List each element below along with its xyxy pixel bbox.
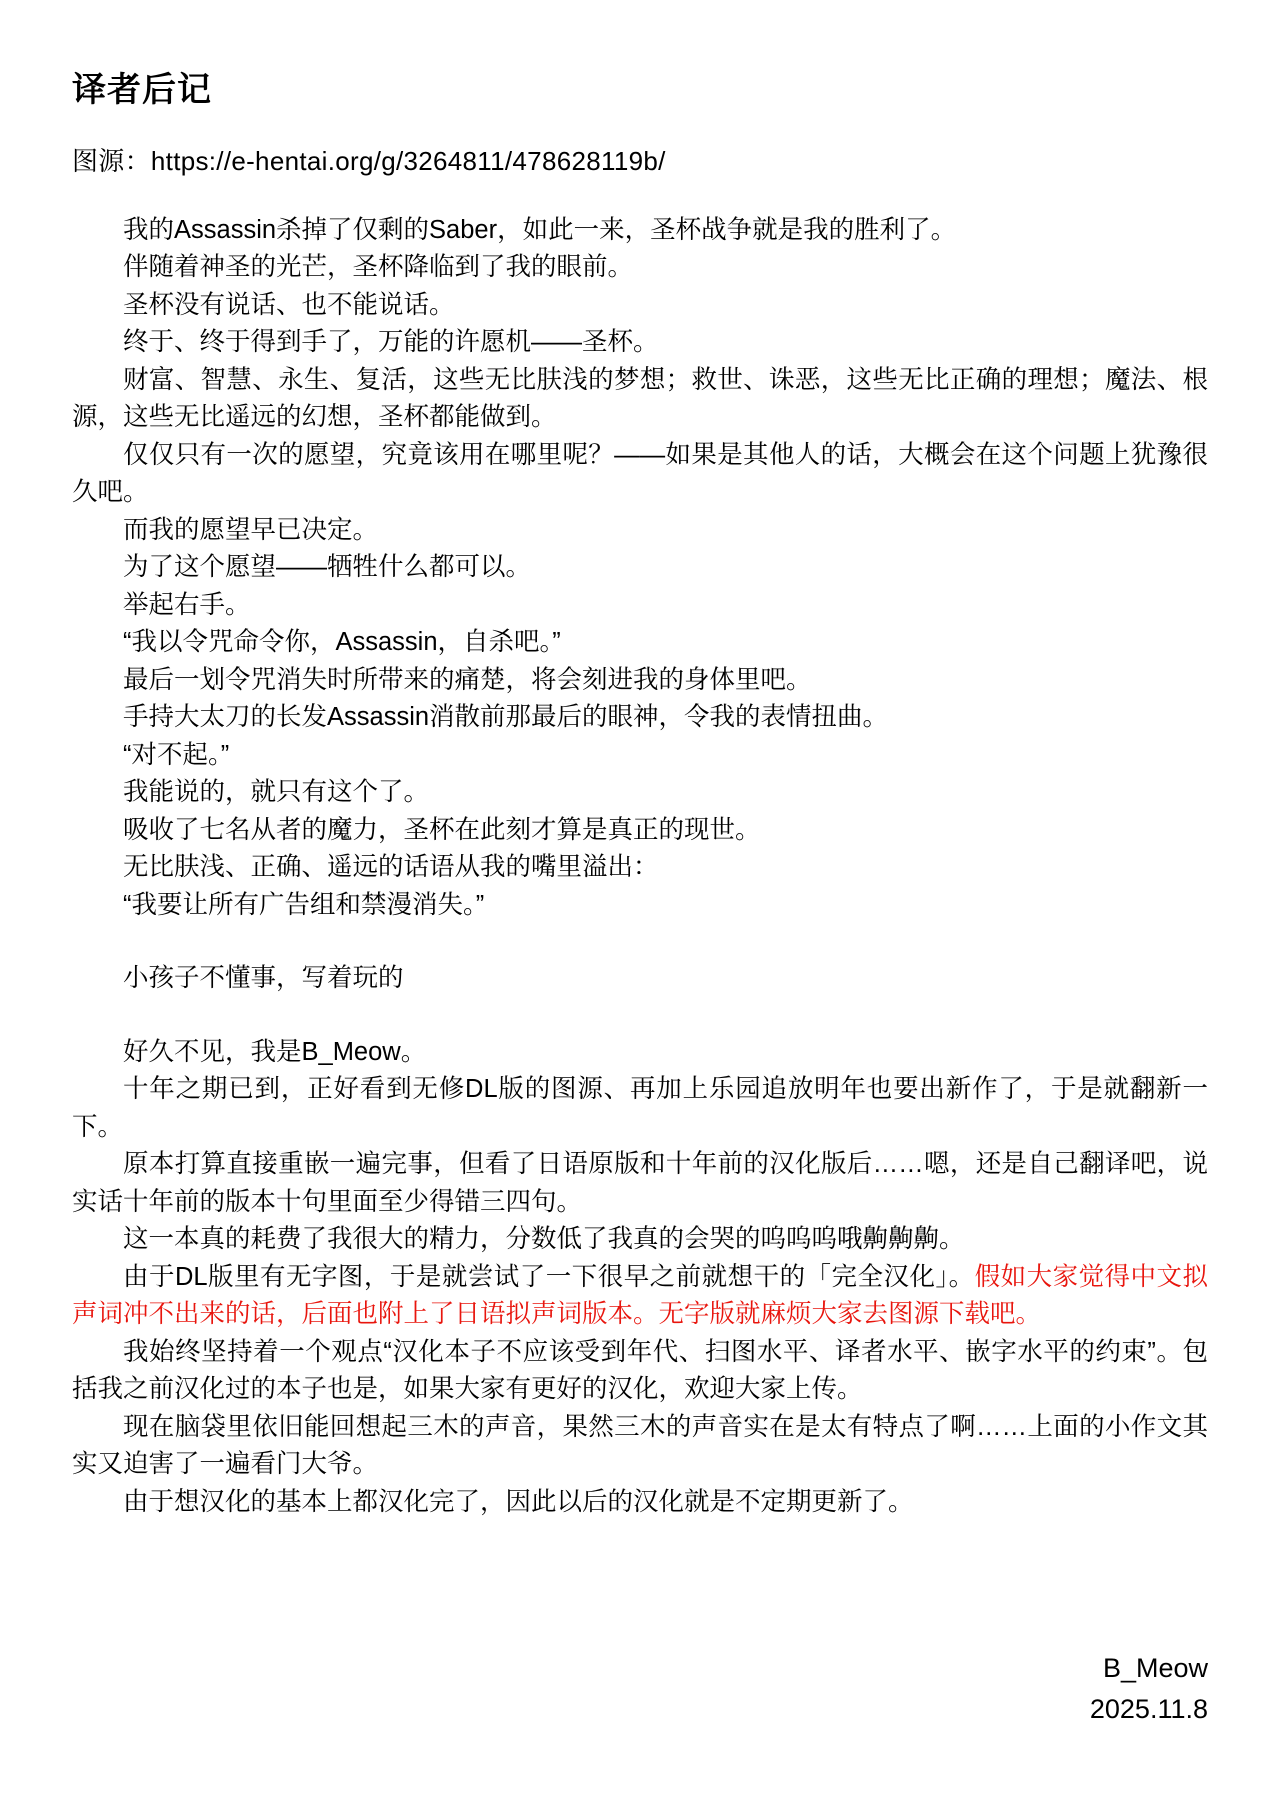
source-url: https://e-hentai.org/g/3264811/478628119b/ <box>150 146 666 176</box>
story-paragraph: 终于、终于得到手了，万能的许愿机——圣杯。 <box>123 328 659 357</box>
afterword-paragraph: 原本打算直接重嵌一遍完事，但看了日语原版和十年前的汉化版后……嗯，还是自己翻译吧，说实话十年前的版本十句里面至少得错三四句。 <box>72 1150 1208 1216</box>
afterword-paragraph: 我始终坚持着一个观点“汉化本子不应该受到年代、扫图水平、译者水平、嵌字水平的约束”。包括我之前汉化过的本子也是，如果大家有更好的汉化，欢迎大家上传。 <box>72 1337 1208 1404</box>
afterword-paragraph: 十年之期已到，正好看到无修DL版的图源、再加上乐园追放明年也要出新作了，于是就翻新一下。 <box>72 1075 1208 1141</box>
source-label: 图源： <box>72 146 151 176</box>
section-spacer <box>72 924 1208 960</box>
story-paragraph: 最后一划令咒消失时所带来的痛楚，将会刻进我的身体里吧。 <box>123 665 812 694</box>
story-paragraph: “我要让所有广告组和禁漫消失。” <box>123 890 485 919</box>
story-paragraph: 我能说的，就只有这个了。 <box>123 778 430 807</box>
story-paragraph: “我以令咒命令你，Assassin，自杀吧。” <box>123 628 561 657</box>
signature-date: 2025.11.8 <box>1089 1693 1208 1724</box>
story-paragraph: 圣杯没有说话、也不能说话。 <box>123 290 455 319</box>
story-paragraph: 仅仅只有一次的愿望，究竟该用在哪里呢？——如果是其他人的话，大概会在这个问题上犹豫很久吧。 <box>72 440 1208 507</box>
signature-author: B_Meow <box>1102 1653 1208 1683</box>
story-paragraph: 为了这个愿望——牺牲什么都可以。 <box>123 553 532 582</box>
story-paragraph: 手持大太刀的长发Assassin消散前那最后的眼神，令我的表情扭曲。 <box>123 703 889 732</box>
afterword-paragraph: 好久不见，我是B_Meow。 <box>123 1037 427 1066</box>
section-spacer <box>72 998 1208 1034</box>
page-title: 译者后记 <box>72 71 212 109</box>
source-line <box>72 141 1208 178</box>
story-paragraph: 财富、智慧、永生、复活，这些无比肤浅的梦想；救世、诛恶，这些无比正确的理想；魔法、根源，这些无比遥远的幻想，圣杯都能做到。 <box>72 365 1208 432</box>
afterword-paragraph-highlighted <box>72 1259 1208 1334</box>
story-paragraph: 吸收了七名从者的魔力，圣杯在此刻才算是真正的现世。 <box>123 815 761 844</box>
afterword-paragraph: 这一本真的耗费了我很大的精力，分数低了我真的会哭的呜呜呜哦齁齁齁。 <box>123 1225 965 1254</box>
story-paragraph: 我的Assassin杀掉了仅剩的Saber，如此一来，圣杯战争就是我的胜利了。 <box>123 216 957 244</box>
story-paragraph: 举起右手。 <box>123 590 251 619</box>
story-paragraph: 伴随着神圣的光芒，圣杯降临到了我的眼前。 <box>123 253 634 282</box>
signature-block <box>1090 1648 1208 1729</box>
author-note: 小孩子不懂事，写着玩的 <box>123 964 404 993</box>
paragraph-black-text: 由于DL版里有无字图，于是就尝试了一下很早之前就想干的「完全汉化」。 <box>123 1262 975 1291</box>
story-paragraph: “对不起。” <box>123 740 230 769</box>
paragraph-red-text: 假如大家觉得中文拟声词冲不出来的话，后面也附上了日语拟声词版本。无字版就麻烦大家去图源下载吧。 <box>72 1262 1208 1329</box>
story-paragraph: 无比肤浅、正确、遥远的话语从我的嘴里溢出： <box>123 853 659 882</box>
body-content <box>72 212 1208 1521</box>
afterword-paragraph: 现在脑袋里依旧能回想起三木的声音，果然三木的声音实在是太有特点了啊……上面的小作文其实又迫害了一遍看门大爷。 <box>72 1412 1208 1479</box>
story-paragraph: 而我的愿望早已决定。 <box>123 515 379 544</box>
afterword-paragraph: 由于想汉化的基本上都汉化完了，因此以后的汉化就是不定期更新了。 <box>123 1487 914 1516</box>
